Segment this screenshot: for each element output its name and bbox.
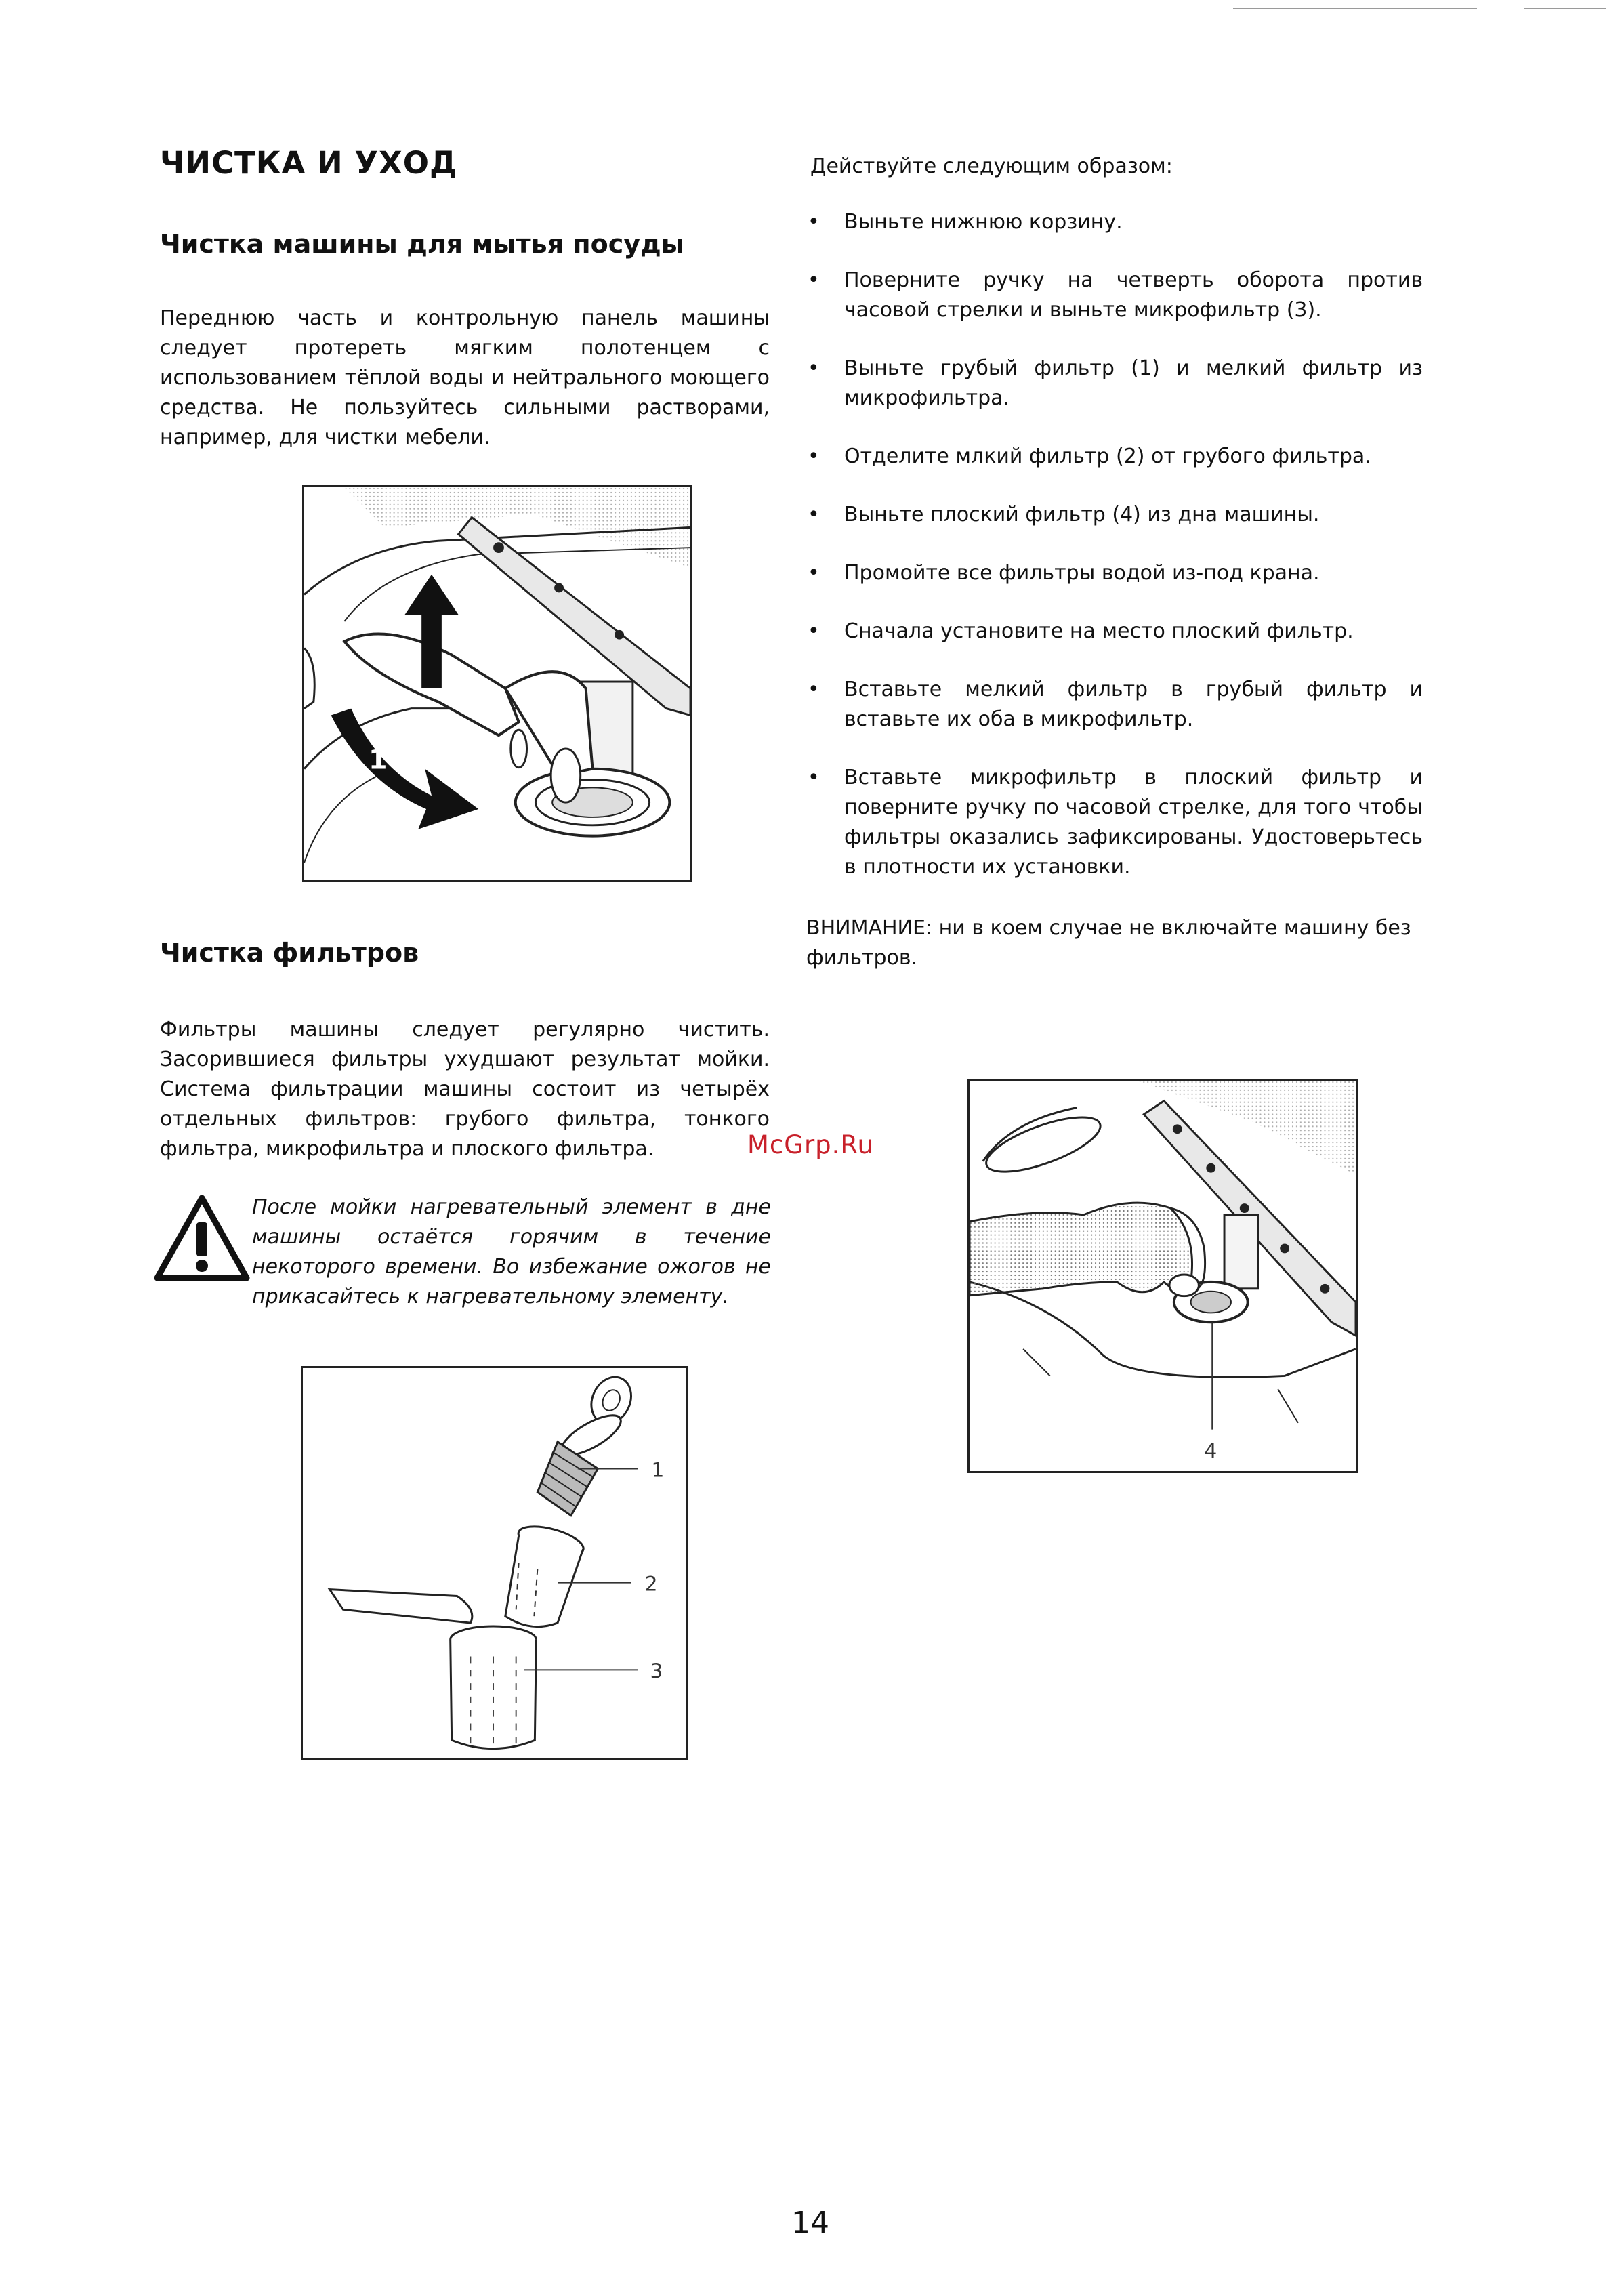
procedure-step-9 — [806, 763, 1423, 882]
watermark: McGrp.Ru — [747, 1130, 874, 1159]
warning-triangle-icon — [153, 1194, 251, 1283]
bullet-marker: • — [808, 766, 820, 789]
part-label-4: 4 — [1204, 1439, 1217, 1463]
bullet-marker: • — [808, 678, 820, 701]
procedure-step-text: Выньте грубый фильтр (1) и мелкий фильтр из микрофильтра. — [844, 356, 1423, 410]
bullet-marker: • — [808, 268, 820, 292]
procedure-intro: Действуйте следующим образом: — [810, 154, 1173, 178]
procedure-step-text: Вставьте микрофильтр в плоский фильтр и поверните ручку по часовой стрелке, для того чтобы фильтры оказались зафиксированы. Удостоверьтесь в плотности их установки. — [844, 766, 1423, 879]
part-label-2: 2 — [644, 1571, 658, 1596]
procedure-step-5 — [806, 500, 1423, 530]
part-label-3: 3 — [650, 1659, 663, 1683]
bullet-marker: • — [808, 210, 820, 234]
arrow-label-1: 1 — [369, 744, 388, 776]
procedure-step-text: Отделите млкий фильтр (2) от грубого фильтра. — [844, 445, 1371, 468]
figure-flat-filter-drawing — [970, 1081, 1356, 1471]
bullet-marker: • — [808, 619, 820, 643]
procedure-step-text: Выньте нижнюю корзину. — [844, 210, 1123, 234]
page-title: ЧИСТКА И УХОД — [160, 145, 458, 181]
procedure-step-text: Сначала установите на место плоский фильтр. — [844, 619, 1354, 643]
procedure-step-text: Вставьте мелкий фильтр в грубый фильтр и вставьте их оба в микрофильтр. — [844, 678, 1423, 731]
section-text-machine: Переднюю часть и контрольную панель машины следует протереть мягким полотенцем с использованием тёплой воды и нейтрального моющего средства. Не пользуйтесь сильными растворами, например, для чистки мебели. — [160, 306, 770, 449]
procedure-step-7 — [806, 617, 1423, 646]
procedure-step-2 — [806, 266, 1423, 325]
scan-line-top-right — [1524, 8, 1606, 9]
page-number: 14 — [791, 2206, 829, 2240]
procedure-step-4 — [806, 442, 1423, 472]
procedure-step-8 — [806, 675, 1423, 735]
section-text-filters: Фильтры машины следует регулярно чистить. Засорившиеся фильтры ухудшают результат мойки. Система фильтрации машины состоит из четырёх отдельных фильтров: грубого фильтра, тонкого фильтра, микрофильтра и плоского фильтра. — [160, 1018, 770, 1161]
bullet-marker: • — [808, 503, 820, 526]
microfilter — [451, 1626, 537, 1749]
procedure-step-text: Поверните ручку на четверть оборота против часовой стрелки и выньте микрофильтр (3). — [844, 268, 1423, 322]
part-label-1: 1 — [651, 1458, 665, 1482]
procedure-step-1 — [806, 207, 1423, 237]
procedure-step-text: Промойте все фильтры водой из-под крана. — [844, 561, 1320, 585]
procedure-step-3 — [806, 354, 1423, 413]
figure-filter-parts-drawing — [303, 1368, 686, 1758]
procedure-step-6 — [806, 558, 1423, 588]
section-title-filters: Чистка фильтров — [160, 938, 419, 968]
attention-note: ВНИМАНИЕ: ни в коем случае не включайте машину без фильтров. — [806, 916, 1411, 970]
figure-filter-parts — [301, 1366, 688, 1760]
coarse-filter — [537, 1371, 638, 1516]
figure-handle-turn — [302, 485, 692, 882]
bullet-marker: • — [808, 356, 820, 380]
bullet-marker: • — [808, 561, 820, 585]
arrow-label-2: 2 — [396, 650, 416, 682]
bullet-marker: • — [808, 445, 820, 468]
figure-handle-turn-drawing — [304, 487, 690, 880]
section-title-machine: Чистка машины для мытья посуды — [160, 229, 685, 259]
procedure-step-text: Выньте плоский фильтр (4) из дна машины. — [844, 503, 1320, 526]
warning-text: После мойки нагревательный элемент в дне машины остаётся горячим в течение некоторого времени. Во избежание ожогов не прикасайтесь к нагревательному элементу. — [252, 1195, 771, 1308]
fine-filter — [505, 1521, 587, 1626]
scan-line-top — [1233, 8, 1477, 9]
figure-flat-filter — [967, 1079, 1358, 1473]
procedure-steps — [806, 207, 1423, 911]
